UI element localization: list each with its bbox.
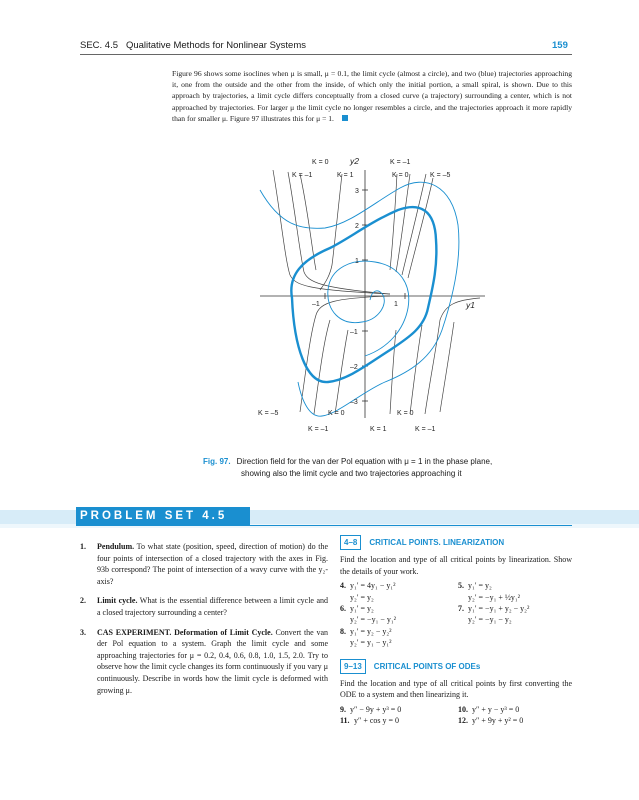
equation-number: 11.: [340, 716, 350, 726]
equation-item: [458, 580, 572, 603]
isocline-curve: [425, 298, 480, 414]
equation-item: [458, 704, 572, 715]
problem-title: CAS EXPERIMENT. Deformation of Limit Cycle.: [97, 627, 273, 637]
equation-line: y″ + 9y + y² = 0: [472, 716, 524, 726]
section-title: Qualitative Methods for Nonlinear Systems: [125, 40, 307, 51]
isocline-label: K = –1: [415, 426, 436, 433]
end-of-example-icon: [342, 115, 348, 121]
problem-text: Convert the van der Pol equation to a system. Graph the limit cycle and some approaching trajectories for μ = 0.2, 0.4, 0.6, 0.8, 1.0, 1.5, 2.0. Try to observe how the limit cycle changes its form continuously if you vary μ continuously. Describe in words how the limit cycle is deformed with growing μ.: [97, 627, 328, 695]
tick-label-x: –1: [312, 301, 320, 308]
problem-title: Limit cycle.: [97, 596, 138, 606]
isocline-label: K = 1: [370, 426, 387, 433]
caption-line1: Direction field for the van der Pol equation with μ = 1 in the phase plane,: [236, 457, 493, 466]
equation-number: 6.: [340, 604, 346, 614]
equation-number: 9.: [340, 704, 346, 714]
equation-line: y₁′ = 4y₁ − y₁²: [350, 581, 396, 591]
equation-line: y₂′ = −y₁ − y₂: [468, 615, 512, 625]
problem-item: [80, 627, 328, 697]
equation-number: 10.: [458, 704, 468, 714]
isocline-curve: [314, 320, 330, 414]
isocline-label: K = –5: [430, 172, 451, 179]
banner-rule: [76, 525, 572, 526]
section-title: CRITICAL POINTS OF ODEs: [373, 661, 481, 671]
equation-number: 5.: [458, 581, 464, 591]
isocline-curve: [390, 174, 397, 270]
inner-trajectory: [328, 261, 409, 356]
section-description: Find the location and type of all critical points by first converting the ODE to a system and then linearizing it.: [340, 679, 572, 700]
problem-item: [80, 541, 328, 587]
figure-caption: [203, 456, 573, 480]
equation-item: [340, 580, 458, 603]
problem-set-title: PROBLEM SET 4.5: [80, 510, 228, 522]
equation-item: [340, 704, 458, 715]
isocline-label: K = 0: [397, 410, 414, 417]
problem-text: To what state (position, speed, direction of motion) do the four points of intersection of a closed trajectory with the axes in Fig. 93b correspond? The point of intersection of a wavy curve with the y₂-axis?: [97, 542, 329, 586]
isocline-label: K = 0: [312, 159, 329, 166]
isocline-curve: [335, 330, 348, 414]
section-range: 9–13: [340, 659, 366, 674]
equation-item: [458, 603, 572, 626]
isocline-label: K = 1: [337, 172, 354, 179]
equation-grid: [340, 704, 572, 727]
header-rule: [80, 54, 572, 55]
problem-text: What is the essential difference between a limit cycle and a closed trajectory surrounding a center?: [97, 596, 328, 617]
isocline-label: K = 0: [328, 410, 345, 417]
intro-paragraph: [172, 68, 572, 124]
tick-label-y: –2: [350, 364, 358, 371]
limit-cycle: [291, 207, 436, 382]
tick-label-x: 1: [394, 301, 398, 308]
section-title: CRITICAL POINTS. LINEARIZATION: [369, 538, 505, 547]
isocline-label: K = –1: [308, 426, 329, 433]
intro-text: Figure 96 shows some isoclines when μ is small, μ = 0.1, the limit cycle (almost a circle), and two (blue) trajectories approaching it, one from the outside and the other from the inside, of which only the initial portion, a small spiral, is shown. Due to this approach by trajectories, a limit cycle differs conceptually from a closed curve (a trajectory) surrounding a center, which is not approached by trajectories. For larger μ the limit cycle no longer resembles a circle, and the trajectories approach it more rapidly than for smaller μ. Figure 97 illustrates this for μ = 1.: [172, 69, 572, 123]
section-heading-critical-points-odes: [340, 659, 572, 674]
equation-line: y″ + cos y = 0: [354, 716, 400, 726]
equation-number: 12.: [458, 716, 468, 726]
tick-label-y: –1: [350, 329, 358, 336]
equation-line: y₁′ = y₂: [350, 604, 374, 614]
equation-line: y″ + y − y³ = 0: [472, 704, 520, 714]
problems-right-column: [340, 535, 572, 727]
isocline-label: K = –1: [390, 159, 411, 166]
section-description: Find the location and type of all critical points by linearization. Show the details of your work.: [340, 555, 572, 576]
trajectories: [260, 182, 459, 416]
equation-line: y₂′ = −y₁ − y₁²: [350, 615, 397, 625]
equation-line: y₂′ = y₁ − y₁²: [350, 638, 392, 648]
equation-item: [340, 603, 458, 626]
equation-line: y₁′ = −y₁ + y₂ − y₂²: [468, 604, 530, 614]
isocline-curve: [408, 178, 433, 278]
running-head: [80, 40, 306, 51]
axis-label-y2: y2: [350, 156, 359, 166]
isocline-curve: [402, 174, 426, 275]
axis-label-y1: y1: [466, 300, 475, 310]
problem-number: 2.: [80, 596, 86, 606]
problem-number: 1.: [80, 542, 86, 551]
equation-item: [340, 715, 458, 726]
tick-label-y: 2: [355, 223, 359, 230]
isoclines: [273, 170, 480, 414]
isocline-curve: [390, 330, 396, 414]
equation-line: y″ − 9y + y³ = 0: [350, 704, 402, 714]
tick-label-y: 3: [355, 188, 359, 195]
phase-plane-figure: [240, 150, 500, 440]
isocline-label: K = 0: [392, 172, 409, 179]
isocline-label: K = –5: [258, 410, 279, 417]
equation-grid: [340, 580, 572, 648]
section-heading-critical-points: [340, 535, 572, 550]
caption-line2: showing also the limit cycle and two trajectories approaching it: [241, 469, 462, 478]
equation-line: y₁′ = y₂: [468, 581, 492, 591]
equation-number: 4.: [340, 581, 346, 591]
isocline-curve: [300, 296, 390, 412]
tick-label-y: 1: [355, 258, 359, 265]
isocline-curve: [410, 325, 422, 414]
equation-item: [458, 715, 572, 726]
tick-label-y: –3: [350, 399, 358, 406]
equation-line: y₂′ = y₂: [350, 592, 374, 602]
equation-item: [340, 626, 458, 649]
caption-label: Fig. 97.: [203, 457, 231, 466]
equation-line: y₁′ = y₂ − y₂²: [350, 626, 392, 636]
problem-number: 3.: [80, 627, 86, 637]
problem-title: Pendulum.: [97, 542, 135, 551]
page-number: 159: [552, 40, 568, 51]
isocline-curve: [320, 174, 342, 290]
section-number: SEC. 4.5: [80, 40, 119, 51]
section-range: 4–8: [340, 535, 361, 550]
equation-line: y₂′ = −y₁ + ½y₁²: [468, 592, 521, 602]
isocline-label: K = –1: [292, 172, 313, 179]
problems-left-column: [80, 541, 328, 704]
equation-number: 7.: [458, 604, 464, 614]
problem-item: [80, 595, 328, 618]
equation-number: 8.: [340, 626, 346, 636]
isocline-curve: [440, 322, 454, 412]
